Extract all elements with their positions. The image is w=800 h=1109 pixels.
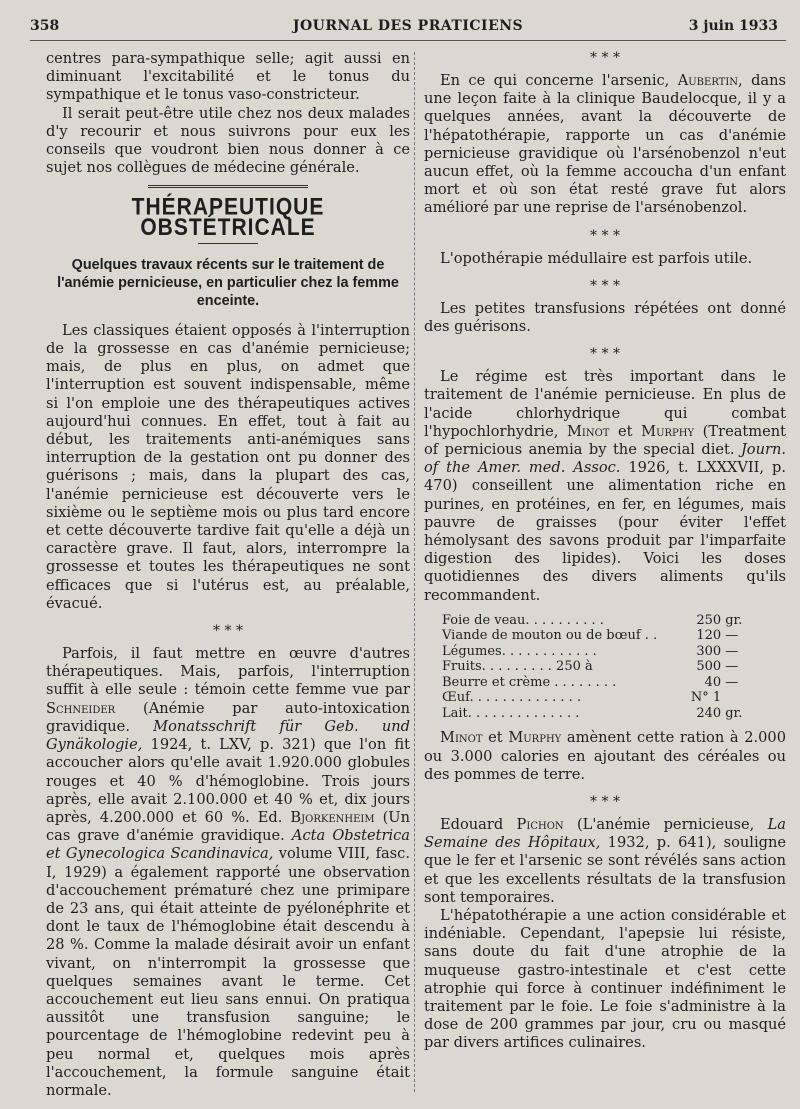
author-name: Bjorkenheim [290,808,375,826]
diet-qty: 40 [704,674,722,690]
paragraph: Minot et Murphy amènent cette ration à 2.000 ou 3.000 calories en ajoutant des céréales ou des pommes de terre. [424,729,787,783]
journal-title: JOURNAL DES PRATICIENS [292,18,524,34]
diet-qty: 300 [696,643,722,659]
author-name: Minot [566,422,610,440]
paragraph: Parfois, il faut mettre en œuvre d'autres thérapeutiques. Mais, parfois, l'interruption suffit à elle seule : témoin cette femme vue par Schneider (Anémie par auto-intoxication gravidique. Monatsschrift für Geb. und Gynäkologie, 1924, t. LXV, p. 321) que l'on fit accoucher alors qu'elle avait 1.920.000 globules rouges et 40 % d'hémoglobine. Trois jours après, elle avait 2.100.000 et 40 % et, dix jours après, 4.200.000 et 60 %. Ed. Bjorkenheim (Un cas grave d'anémie gravidique. Acta Obstetrica et Gynecologica Scandinavica, volume VIII, fasc. I, 1929) a également rapporté une observation d'accouchement prématuré chez une primipare de 23 ans, qui était atteinte de pyélonéphrite et dont le taux de l'hémoglobine était descendu à 28 %. Comme la malade désirait avoir un enfant vivant, on n'interrompit la grossesse que quelques semaines avant le terme. Cet accouchement eut lieu sans ennui. On pratiqua aussitôt une transfusion sanguine; le pourcentage de l'hémoglobine redevint peu à peu normal et, quelques mois après l'accouchement, la formule sanguine était normale. [46,645,411,1099]
diet-row [440,613,765,629]
double-rule [148,185,308,190]
journal-citation: La Semaine des Hôpitaux, [424,815,786,852]
paragraph: L'opothérapie médullaire est parfois utile. [440,249,753,267]
diet-table [440,613,765,722]
diet-unit: — [725,674,739,690]
diet-row [440,628,765,644]
diet-row [440,706,765,722]
diet-row [440,690,765,706]
author-name: Aubertin, [677,72,743,89]
diet-item: Légumes. . . . . . . . . . . . [442,643,597,659]
author-name: Schneider [46,699,116,717]
diet-item: Œuf. . . . . . . . . . . . . . [442,690,582,706]
short-rule [198,243,258,244]
page-header [30,14,786,41]
diet-qty: 500 [696,659,722,675]
article-subheading: Quelques travaux récents sur le traitement de l'anémie pernicieuse, en particulier chez la femme enceinte. [57,256,399,309]
diet-qty: N° 1 [690,690,722,706]
section-stars: * * * [213,623,243,640]
right-column [424,50,786,1053]
diet-item: Foie de veau. . . . . . . . . . [442,612,604,628]
journal-citation: Monatsschrift für Geb. und Gynäkologie, [46,717,410,754]
section-stars: * * * [590,277,620,294]
diet-item: Beurre et crème . . . . . . . . [442,674,617,690]
diet-unit: gr. [725,705,743,721]
diet-item: Lait. . . . . . . . . . . . . . [442,705,580,721]
page-number: 358 [30,18,60,34]
paragraph: Le régime est très important dans le traitement de l'anémie pernicieuse. En plus de l'acide chlorhydrique qui combat l'hypochlorhydrie, Minot et Murphy (Treatment of pernicious anemia by the special diet. Journ. of the Amer. med. Assoc. 1926, t. LXXXVII, p. 470) conseillent une alimentation riche en purines, en protéines, en fer, en légumes, mais pauvre de graisses (pour éviter l'effet hémolysant des savons produit par l'imparfaite digestion des lipides). Voici les doses quotidiennes des divers aliments qu'ils recommandent. [424,368,787,604]
diet-unit: gr. [725,612,743,628]
author-name: Murphy [641,422,695,440]
diet-unit: — [725,643,739,659]
diet-row [440,659,765,675]
column-divider [414,52,415,1092]
paragraph: Il serait peut-être utile chez nos deux malades d'y recourir et nous suivrons pour eux les conseils que voudront bien nous donner à ce sujet nos collègues de médecine générale. [46,104,410,177]
section-stars: * * * [590,793,620,810]
journal-citation: Acta Obstetrica et Gynecologica Scandinavica, [46,827,410,863]
diet-qty: 250 [696,612,722,628]
diet-unit [723,690,765,706]
diet-item: Viande de mouton ou de bœuf . . [442,628,658,644]
paragraph: L'hépatothérapie a une action considérable et indéniable. Cependant, l'apepsie lui résiste, sans doute du fait d'une atrophie de la muqueuse gastro-intestinale et c'est cette atrophie qui force à continuer indéfiniment le traitement par le foie. Le foie s'administre à la dose de 200 grammes par jour, cru ou masqué par divers artifices culinaires. [424,907,786,1052]
diet-unit: — [725,628,739,644]
section-stars: * * * [590,50,620,66]
paragraph: centres para-sympathique selle; agit aussi en diminuant l'excitabilité et le tonus du sympathique et le tonus vaso-constricteur. [46,50,410,104]
journal-citation: Journ. of the Amer. med. Assoc. [424,441,786,477]
diet-row [440,675,765,691]
paragraph: Les classiques étaient opposés à l'interruption de la grossesse en cas d'anémie pernicieuse; mais, de plus en plus, on admet que l'interruption est souvent indispensable, même si l'on emploie une des thérapeutiques actives aujourd'hui connues. En effet, tout à fait au début, les traitements anti-anémiques sans interruption de la gestation ont pu donner des guérisons ; mais, dans la plupart des cas, l'anémie pernicieuse est découverte vers le sixième ou le septième mois ou plus tard encore et cette découverte tardive fait qu'elle a déjà un caractère grave. Il faut, alors, interrompre la grossesse et toutes les thérapeutiques ne sont efficaces que si l'utérus est, au préalable, évacué. [46,321,410,612]
diet-qty: 240 [696,705,722,721]
diet-unit: — [725,659,739,675]
issue-date: 3 juin 1933 [688,18,778,34]
author-name: Pichon [516,815,564,833]
left-column [46,50,410,1100]
section-title: THÉRAPEUTIQUE OBSTÉTRICALE [131,194,325,242]
diet-row [440,644,765,660]
paragraph: En ce qui concerne l'arsenic, Aubertin, dans une leçon faite à la clinique Baudelocque, il y a quelques années, avant la découverte de l'hépatothérapie, rapporte un cas d'anémie pernicieuse gravidique où l'arsénobenzol n'eut aucun effet, où la femme accoucha d'un enfant mort et où son état resté grave fut alors amélioré par une reprise de l'arsénobenzol. [424,72,786,217]
author-name: Murphy [508,729,562,747]
paragraph: Les petites transfusions répétées ont donné des guérisons. [424,299,786,336]
section-stars: * * * [590,227,620,244]
paragraph: Edouard Pichon (L'anémie pernicieuse, La Semaine des Hôpitaux, 1932, p. 641), souligne que le fer et l'arsenic se sont révélés sans action et que les excellents résultats de la transfusion sont temporaires. [424,815,786,906]
diet-item: Fruits. . . . . . . . . 250 à [442,659,593,675]
diet-qty: 120 [696,628,722,644]
author-name: Minot [440,729,483,747]
section-stars: * * * [590,346,620,363]
